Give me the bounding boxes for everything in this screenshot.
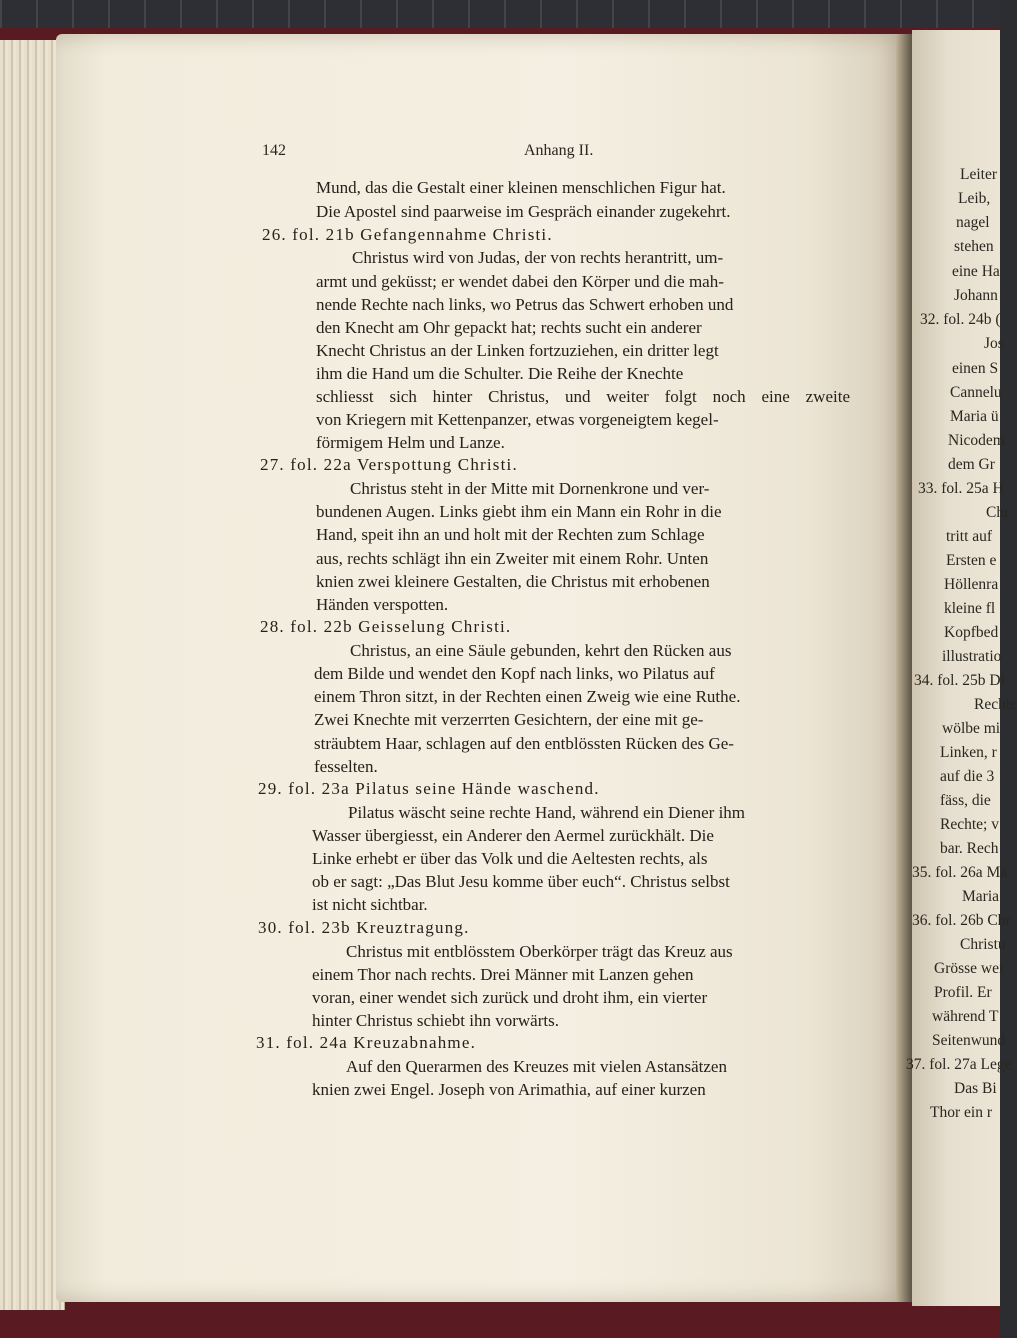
text-line: Linke erhebt er über das Volk und die Aeltesten rechts, als: [312, 849, 708, 868]
facing-line: Jos: [984, 335, 1004, 352]
facing-line: Maria ü: [950, 408, 999, 425]
text-line: nende Rechte nach links, wo Petrus das Schwert erhoben und: [316, 295, 734, 314]
facing-line: Linken, r: [940, 744, 997, 761]
entry-heading: 27. fol. 22a Verspottung Christi.: [260, 455, 518, 474]
facing-line: nagel: [956, 214, 990, 231]
facing-line: bar. Rech: [940, 840, 999, 857]
facing-line: 32. fol. 24b (: [920, 311, 1001, 328]
facing-line: Leib,: [958, 190, 991, 207]
text-line: Christus, an eine Säule gebunden, kehrt den Rücken aus: [350, 641, 732, 660]
text-line: aus, rechts schlägt ihn ein Zweiter mit einem Rohr. Unten: [316, 549, 709, 568]
text-line: ihm die Hand um die Schulter. Die Reihe der Knechte: [316, 364, 684, 383]
text-line: Händen verspotten.: [316, 595, 449, 614]
facing-line: wölbe mi: [942, 720, 1001, 737]
facing-line: Seitenwund: [932, 1032, 1006, 1049]
facing-line: eine Ha: [952, 263, 1000, 280]
text-line: Christus wird von Judas, der von rechts herantritt, um-: [352, 248, 724, 267]
text-line: Mund, das die Gestalt einer kleinen menschlichen Figur hat.: [316, 178, 726, 197]
text-line: ist nicht sichtbar.: [312, 895, 428, 914]
facing-line: einen S: [952, 360, 999, 377]
facing-line: 33. fol. 25a H: [918, 480, 1004, 497]
facing-line: tritt auf: [946, 528, 993, 545]
facing-line: 36. fol. 26b Chr: [912, 912, 1011, 929]
facing-line: 34. fol. 25b Di: [914, 672, 1005, 689]
facing-line: Nicodem: [948, 432, 1005, 449]
facing-line: Rechte; v: [940, 816, 999, 833]
text-line: armt und geküsst; er wendet dabei den Körper und die mah-: [316, 272, 724, 291]
facing-line: fäss, die: [940, 792, 991, 809]
facing-line: Johann: [954, 287, 998, 304]
facing-line: Das Bi: [954, 1080, 997, 1097]
text-line: Knecht Christus an der Linken fortzuziehen, ein dritter legt: [316, 341, 719, 360]
facing-line: Rechte: [974, 696, 1017, 713]
text-line: ob er sagt: „Das Blut Jesu komme über euch“. Christus selbst: [312, 872, 730, 891]
text-line: Die Apostel sind paarweise im Gespräch einander zugekehrt.: [316, 202, 731, 221]
facing-line: Ersten e: [946, 552, 997, 569]
text-line: fesselten.: [314, 757, 378, 776]
facing-page: [906, 30, 1017, 1306]
text-line: Hand, speit ihn an und holt mit der Rechten zum Schlage: [316, 525, 705, 544]
running-head: Anhang II.: [524, 142, 594, 159]
text-line: hinter Christus schiebt ihn vorwärts.: [312, 1011, 559, 1030]
facing-line: 35. fol. 26a Ma: [912, 864, 1008, 881]
text-line: Christus steht in der Mitte mit Dornenkrone und ver-: [350, 479, 710, 498]
entry-heading: 29. fol. 23a Pilatus seine Hände waschend.: [258, 779, 600, 798]
facing-line: illustratio: [942, 648, 1002, 665]
entry-heading: 28. fol. 22b Geisselung Christi.: [260, 617, 512, 636]
facing-line: Thor ein r: [930, 1104, 992, 1121]
text-line: einem Thor nach rechts. Drei Männer mit Lanzen gehen: [312, 965, 694, 984]
text-line: von Kriegern mit Kettenpanzer, etwas vorgeneigtem kegel-: [316, 410, 719, 429]
text-line: voran, einer wendet sich zurück und droht ihm, ein vierter: [312, 988, 708, 1007]
text-line: bundenen Augen. Links giebt ihm ein Mann ein Rohr in die: [316, 502, 722, 521]
facing-line: Chr: [986, 504, 1010, 521]
facing-line: Kopfbed: [944, 624, 999, 641]
text-line: knien zwei kleinere Gestalten, die Christus mit erhobenen: [316, 572, 710, 591]
text-line: schliesst sich hinter Christus, und weiter folgt noch eine zweite: [316, 387, 850, 406]
facing-line: Cannelu: [950, 384, 1002, 401]
facing-line: während T: [932, 1008, 999, 1025]
facing-line: Christu: [960, 936, 1006, 953]
facing-line: auf die 3: [940, 768, 995, 785]
facing-line: Profil. Er: [934, 984, 992, 1001]
page-number: 142: [262, 142, 286, 159]
facing-line: kleine fl: [944, 600, 996, 617]
text-line: sträubtem Haar, schlagen auf den entblössten Rücken des Ge-: [314, 734, 734, 753]
text-line: Auf den Querarmen des Kreuzes mit vielen Astansätzen: [346, 1057, 727, 1076]
facing-line: dem Gr: [948, 456, 995, 473]
text-line: Christus mit entblösstem Oberkörper trägt das Kreuz aus: [346, 942, 733, 961]
facing-line: 37. fol. 27a Lege: [906, 1056, 1012, 1073]
entry-heading: 30. fol. 23b Kreuztragung.: [258, 918, 470, 937]
text-line: den Knecht am Ohr gepackt hat; rechts sucht ein anderer: [316, 318, 702, 337]
text-line: knien zwei Engel. Joseph von Arimathia, auf einer kurzen: [312, 1080, 706, 1099]
facing-line: Maria: [962, 888, 1000, 905]
facing-line: stehen: [954, 238, 994, 255]
text-line: Wasser übergiesst, ein Anderer den Aermel zurückhält. Die: [312, 826, 714, 845]
facing-line: Höllenra: [944, 576, 999, 593]
entry-heading: 31. fol. 24a Kreuzabnahme.: [256, 1033, 477, 1052]
facing-line: Grösse wei: [934, 960, 1004, 977]
text-line: Zwei Knechte mit verzerrten Gesichtern, der eine mit ge-: [314, 710, 704, 729]
text-line: Pilatus wäscht seine rechte Hand, während ein Diener ihm: [348, 803, 746, 822]
text-line: förmigem Helm und Lanze.: [316, 433, 505, 452]
facing-line: Leiter: [960, 166, 998, 183]
entry-heading: 26. fol. 21b Gefangennahme Christi.: [262, 225, 553, 244]
text-line: dem Bilde und wendet den Kopf nach links, wo Pilatus auf: [314, 664, 715, 683]
text-line: einem Thron sitzt, in der Rechten einen Zweig wie eine Ruthe.: [314, 687, 741, 706]
